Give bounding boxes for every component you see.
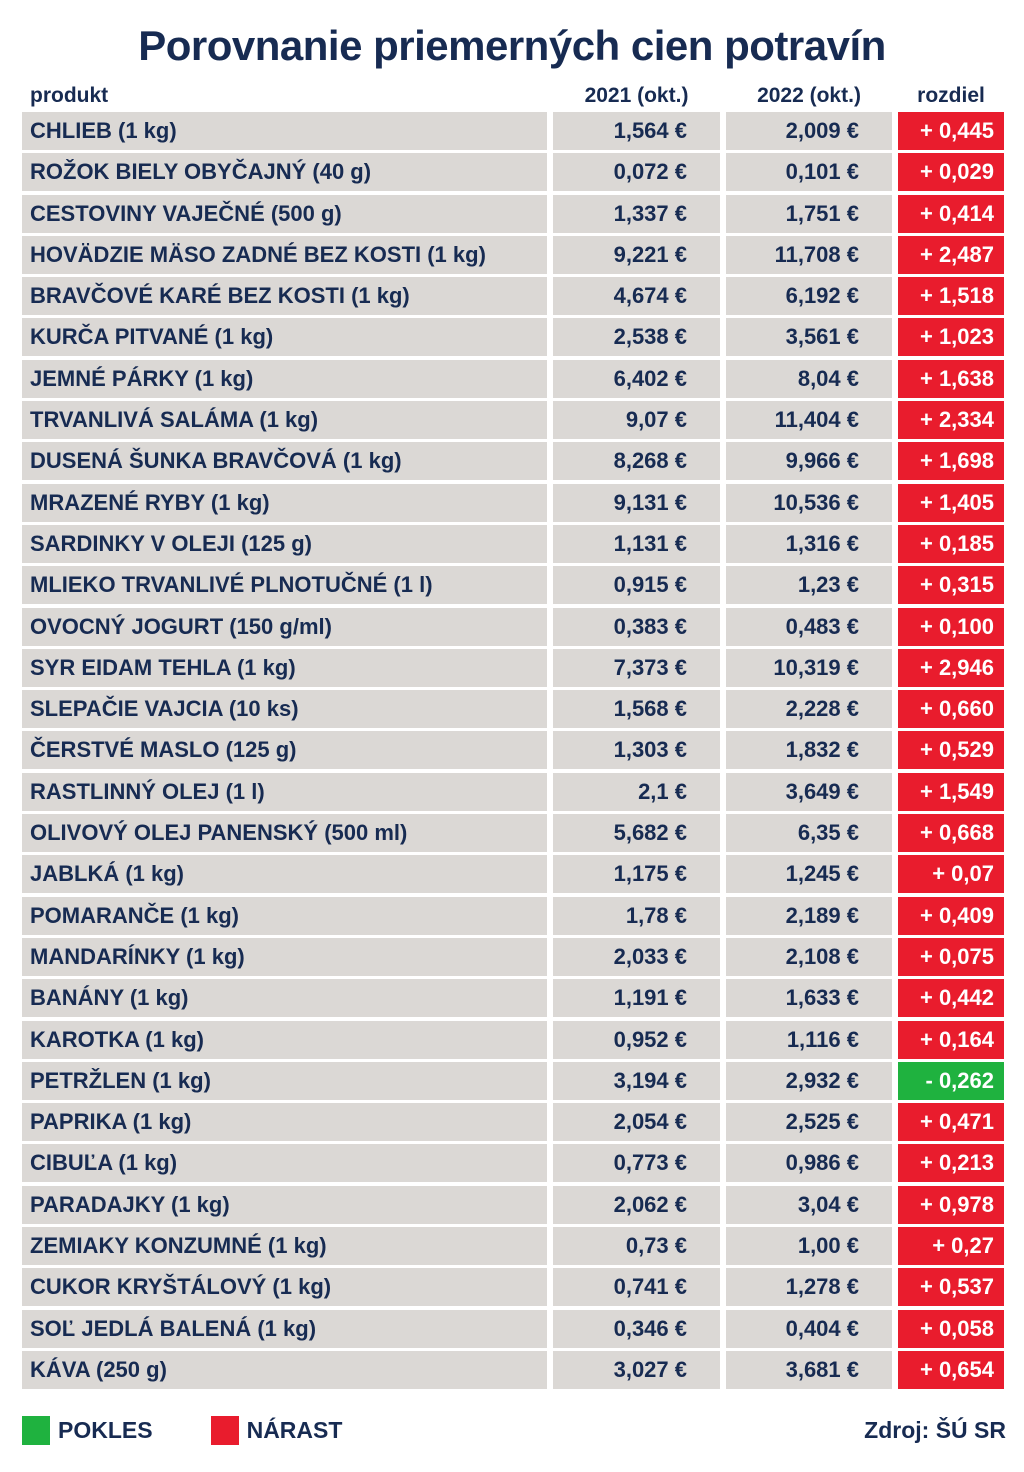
diff-cell: + 0,537 — [898, 1268, 1004, 1306]
product-cell: KÁVA (250 g) — [22, 1351, 547, 1389]
legend-decrease-label: POKLES — [58, 1416, 153, 1443]
diff-cell: + 1,405 — [898, 484, 1004, 522]
diff-cell: + 0,529 — [898, 731, 1004, 769]
header-rozdiel: rozdiel — [917, 84, 985, 107]
price-2022-cell: 0,483 € — [726, 608, 892, 646]
diff-cell: + 1,698 — [898, 442, 1004, 480]
price-2021-cell: 5,682 € — [553, 814, 720, 852]
footer — [22, 1414, 1006, 1446]
price-2021-cell: 2,1 € — [553, 773, 720, 811]
product-cell: SOĽ JEDLÁ BALENÁ (1 kg) — [22, 1310, 547, 1348]
price-2022-cell: 2,189 € — [726, 897, 892, 935]
diff-cell: + 0,414 — [898, 195, 1004, 233]
price-2022-cell: 6,35 € — [726, 814, 892, 852]
price-2021-cell: 0,915 € — [553, 566, 720, 604]
table-row — [22, 484, 1004, 522]
price-2022-cell: 1,116 € — [726, 1021, 892, 1059]
price-2022-cell: 10,319 € — [726, 649, 892, 687]
diff-cell: + 2,946 — [898, 649, 1004, 687]
source-label: Zdroj: ŠÚ SR — [864, 1416, 1006, 1443]
price-2022-cell: 6,192 € — [726, 277, 892, 315]
price-2022-cell: 3,649 € — [726, 773, 892, 811]
diff-cell: + 1,549 — [898, 773, 1004, 811]
price-2021-cell: 2,054 € — [553, 1103, 720, 1141]
table-row — [22, 112, 1004, 150]
price-2021-cell: 0,73 € — [553, 1227, 720, 1265]
product-cell: PARADAJKY (1 kg) — [22, 1186, 547, 1224]
price-2022-cell: 0,986 € — [726, 1144, 892, 1182]
diff-cell: + 0,442 — [898, 979, 1004, 1017]
diff-cell: + 0,100 — [898, 608, 1004, 646]
price-2021-cell: 8,268 € — [553, 442, 720, 480]
table-row — [22, 690, 1004, 728]
price-2022-cell: 3,561 € — [726, 318, 892, 356]
table-row — [22, 1351, 1004, 1389]
price-2021-cell: 1,131 € — [553, 525, 720, 563]
table-row — [22, 277, 1004, 315]
product-cell: KAROTKA (1 kg) — [22, 1021, 547, 1059]
table-row — [22, 1227, 1004, 1265]
price-2021-cell: 1,78 € — [553, 897, 720, 935]
legend-increase — [211, 1416, 343, 1445]
diff-cell: + 2,334 — [898, 401, 1004, 439]
price-2021-cell: 0,773 € — [553, 1144, 720, 1182]
table-row — [22, 897, 1004, 935]
table-row — [22, 236, 1004, 274]
product-cell: MRAZENÉ RYBY (1 kg) — [22, 484, 547, 522]
table-row — [22, 855, 1004, 893]
price-2021-cell: 9,221 € — [553, 236, 720, 274]
diff-cell: + 0,27 — [898, 1227, 1004, 1265]
price-2022-cell: 2,932 € — [726, 1062, 892, 1100]
diff-cell: + 0,445 — [898, 112, 1004, 150]
diff-cell: - 0,262 — [898, 1062, 1004, 1100]
diff-cell: + 0,07 — [898, 855, 1004, 893]
price-2021-cell: 7,373 € — [553, 649, 720, 687]
table-row — [22, 1021, 1004, 1059]
price-2021-cell: 2,538 € — [553, 318, 720, 356]
price-2022-cell: 8,04 € — [726, 360, 892, 398]
product-cell: PAPRIKA (1 kg) — [22, 1103, 547, 1141]
product-cell: ČERSTVÉ MASLO (125 g) — [22, 731, 547, 769]
price-2022-cell: 0,101 € — [726, 153, 892, 191]
product-cell: CUKOR KRYŠTÁLOVÝ (1 kg) — [22, 1268, 547, 1306]
price-2022-cell: 1,751 € — [726, 195, 892, 233]
diff-cell: + 2,487 — [898, 236, 1004, 274]
product-cell: ROŽOK BIELY OBYČAJNÝ (40 g) — [22, 153, 547, 191]
page-title: Porovnanie priemerných cien potravín — [138, 22, 886, 69]
legend-decrease — [22, 1416, 153, 1445]
table-row — [22, 1062, 1004, 1100]
price-2021-cell: 2,033 € — [553, 938, 720, 976]
product-cell: SARDINKY V OLEJI (125 g) — [22, 525, 547, 563]
product-cell: DUSENÁ ŠUNKA BRAVČOVÁ (1 kg) — [22, 442, 547, 480]
table-row — [22, 938, 1004, 976]
price-2021-cell: 3,194 € — [553, 1062, 720, 1100]
product-cell: KURČA PITVANÉ (1 kg) — [22, 318, 547, 356]
diff-cell: + 0,409 — [898, 897, 1004, 935]
table-row — [22, 401, 1004, 439]
product-cell: HOVÄDZIE MÄSO ZADNÉ BEZ KOSTI (1 kg) — [22, 236, 547, 274]
price-2021-cell: 0,072 € — [553, 153, 720, 191]
price-2022-cell: 1,278 € — [726, 1268, 892, 1306]
price-2022-cell: 1,316 € — [726, 525, 892, 563]
price-2021-cell: 1,568 € — [553, 690, 720, 728]
table-row — [22, 1144, 1004, 1182]
table-row — [22, 649, 1004, 687]
diff-cell: + 0,668 — [898, 814, 1004, 852]
diff-cell: + 0,058 — [898, 1310, 1004, 1348]
table-row — [22, 731, 1004, 769]
price-2022-cell: 11,708 € — [726, 236, 892, 274]
price-2021-cell: 2,062 € — [553, 1186, 720, 1224]
price-2021-cell: 0,346 € — [553, 1310, 720, 1348]
table-row — [22, 1268, 1004, 1306]
price-2022-cell: 1,633 € — [726, 979, 892, 1017]
diff-cell: + 0,029 — [898, 153, 1004, 191]
diff-cell: + 0,471 — [898, 1103, 1004, 1141]
price-2021-cell: 9,07 € — [553, 401, 720, 439]
price-2022-cell: 11,404 € — [726, 401, 892, 439]
product-cell: OVOCNÝ JOGURT (150 g/ml) — [22, 608, 547, 646]
product-cell: OLIVOVÝ OLEJ PANENSKÝ (500 ml) — [22, 814, 547, 852]
price-2022-cell: 3,04 € — [726, 1186, 892, 1224]
table-row — [22, 566, 1004, 604]
price-2021-cell: 0,383 € — [553, 608, 720, 646]
table-row — [22, 525, 1004, 563]
price-2021-cell: 3,027 € — [553, 1351, 720, 1389]
price-table — [22, 112, 1004, 1389]
price-2022-cell: 1,245 € — [726, 855, 892, 893]
diff-cell: + 0,654 — [898, 1351, 1004, 1389]
diff-cell: + 1,023 — [898, 318, 1004, 356]
header-2022: 2022 (okt.) — [757, 84, 861, 107]
product-cell: BRAVČOVÉ KARÉ BEZ KOSTI (1 kg) — [22, 277, 547, 315]
diff-cell: + 0,185 — [898, 525, 1004, 563]
product-cell: CIBUĽA (1 kg) — [22, 1144, 547, 1182]
header-product: produkt — [30, 84, 109, 107]
table-row — [22, 979, 1004, 1017]
table-row — [22, 195, 1004, 233]
decrease-swatch-icon — [22, 1416, 50, 1445]
table-row — [22, 1186, 1004, 1224]
diff-cell: + 0,075 — [898, 938, 1004, 976]
product-cell: JEMNÉ PÁRKY (1 kg) — [22, 360, 547, 398]
table-row — [22, 153, 1004, 191]
table-row — [22, 814, 1004, 852]
product-cell: POMARANČE (1 kg) — [22, 897, 547, 935]
price-2022-cell: 1,832 € — [726, 731, 892, 769]
product-cell: MLIEKO TRVANLIVÉ PLNOTUČNÉ (1 l) — [22, 566, 547, 604]
diff-cell: + 0,978 — [898, 1186, 1004, 1224]
price-2022-cell: 1,00 € — [726, 1227, 892, 1265]
diff-cell: + 0,660 — [898, 690, 1004, 728]
price-2022-cell: 2,525 € — [726, 1103, 892, 1141]
table-row — [22, 318, 1004, 356]
table-header — [22, 84, 1004, 108]
price-2021-cell: 1,337 € — [553, 195, 720, 233]
price-2022-cell: 0,404 € — [726, 1310, 892, 1348]
table-row — [22, 360, 1004, 398]
table-row — [22, 1103, 1004, 1141]
legend-increase-label: NÁRAST — [246, 1416, 343, 1443]
price-2021-cell: 1,303 € — [553, 731, 720, 769]
product-cell: PETRŽLEN (1 kg) — [22, 1062, 547, 1100]
price-2021-cell: 1,191 € — [553, 979, 720, 1017]
diff-cell: + 0,315 — [898, 566, 1004, 604]
product-cell: CESTOVINY VAJEČNÉ (500 g) — [22, 195, 547, 233]
increase-swatch-icon — [211, 1416, 239, 1445]
table-row — [22, 608, 1004, 646]
product-cell: RASTLINNÝ OLEJ (1 l) — [22, 773, 547, 811]
price-2021-cell: 4,674 € — [553, 277, 720, 315]
diff-cell: + 1,518 — [898, 277, 1004, 315]
product-cell: SLEPAČIE VAJCIA (10 ks) — [22, 690, 547, 728]
diff-cell: + 0,164 — [898, 1021, 1004, 1059]
price-2021-cell: 1,175 € — [553, 855, 720, 893]
price-2022-cell: 2,228 € — [726, 690, 892, 728]
table-row — [22, 773, 1004, 811]
table-row — [22, 1310, 1004, 1348]
price-2021-cell: 0,741 € — [553, 1268, 720, 1306]
product-cell: JABLKÁ (1 kg) — [22, 855, 547, 893]
table-row — [22, 442, 1004, 480]
price-2022-cell: 9,966 € — [726, 442, 892, 480]
price-2021-cell: 9,131 € — [553, 484, 720, 522]
price-2022-cell: 2,009 € — [726, 112, 892, 150]
product-cell: ZEMIAKY KONZUMNÉ (1 kg) — [22, 1227, 547, 1265]
product-cell: CHLIEB (1 kg) — [22, 112, 547, 150]
price-2022-cell: 2,108 € — [726, 938, 892, 976]
price-2022-cell: 1,23 € — [726, 566, 892, 604]
price-2022-cell: 10,536 € — [726, 484, 892, 522]
product-cell: TRVANLIVÁ SALÁMA (1 kg) — [22, 401, 547, 439]
header-2021: 2021 (okt.) — [584, 84, 689, 107]
product-cell: BANÁNY (1 kg) — [22, 979, 547, 1017]
product-cell: SYR EIDAM TEHLA (1 kg) — [22, 649, 547, 687]
price-2021-cell: 1,564 € — [553, 112, 720, 150]
price-2021-cell: 6,402 € — [553, 360, 720, 398]
product-cell: MANDARÍNKY (1 kg) — [22, 938, 547, 976]
price-2021-cell: 0,952 € — [553, 1021, 720, 1059]
price-2022-cell: 3,681 € — [726, 1351, 892, 1389]
diff-cell: + 1,638 — [898, 360, 1004, 398]
diff-cell: + 0,213 — [898, 1144, 1004, 1182]
